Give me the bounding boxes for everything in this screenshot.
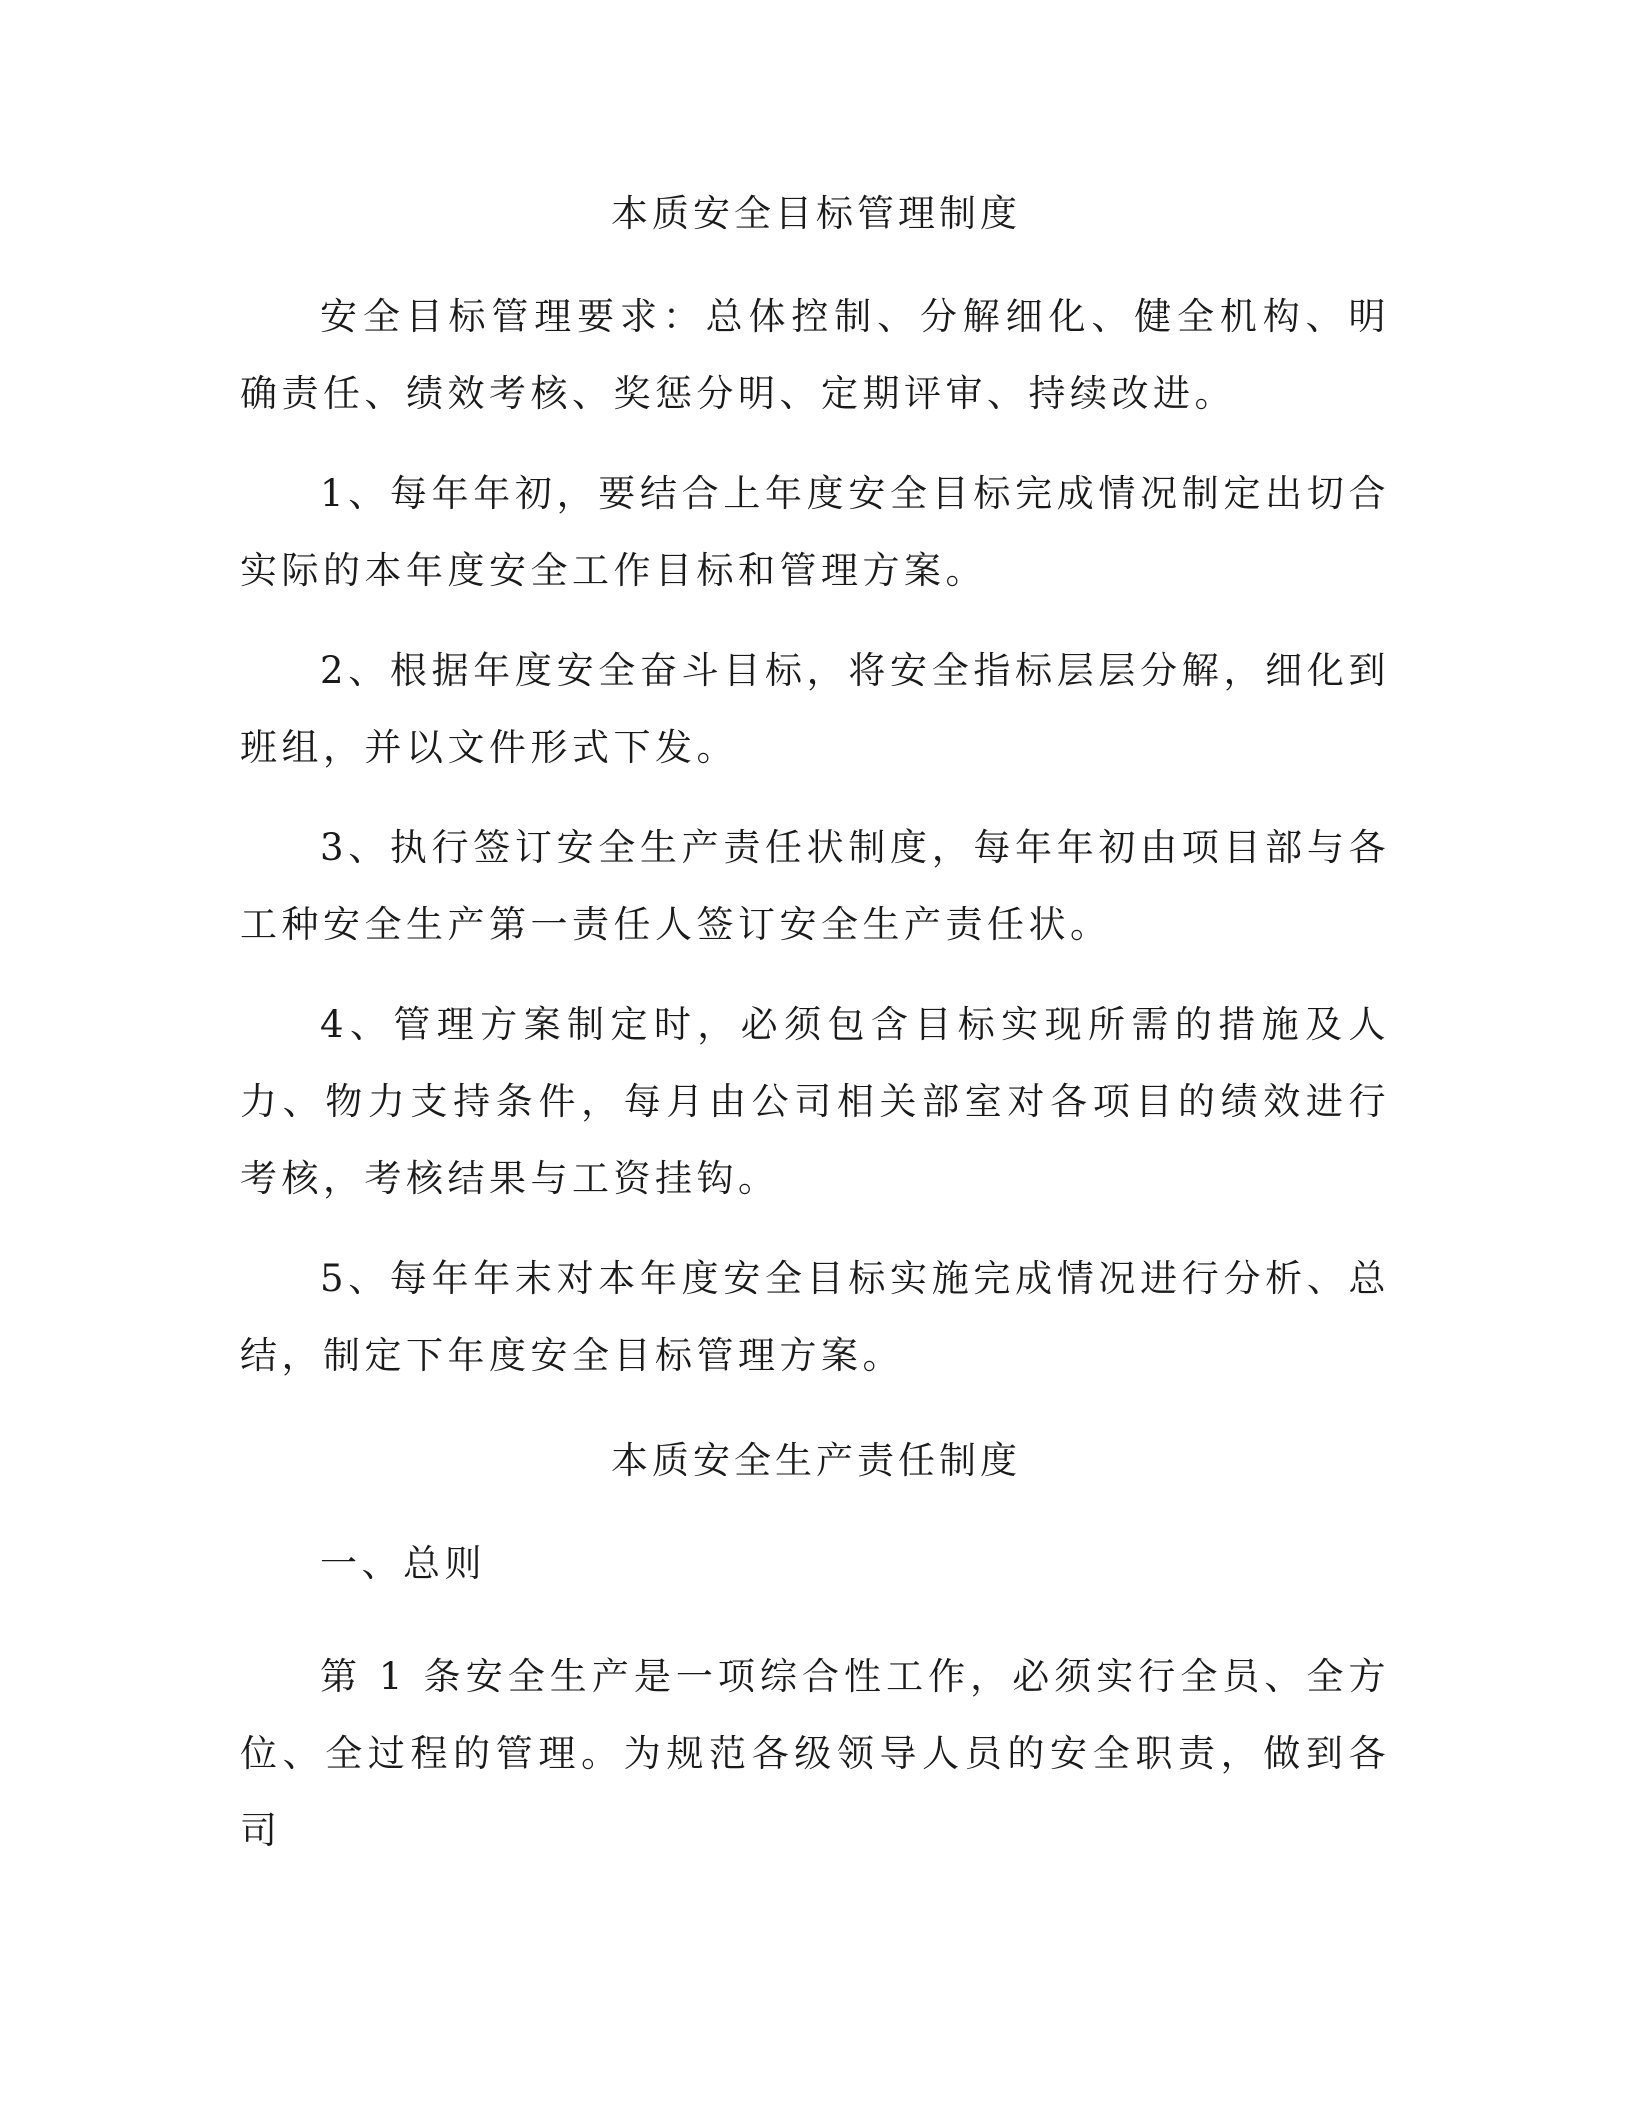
item-paragraph-3: 3、执行签订安全生产责任状制度，每年年初由项目部与各工种安全生产第一责任人签订安全生产责任状。 [240,826,1390,946]
section-title: 本质安全生产责任制度 [611,1439,1021,1482]
article-1-paragraph: 第 1 条安全生产是一项综合性工作，必须实行全员、全方位、全过程的管理。为规范各级领导人员的安全职责，做到各司 [240,1655,1390,1852]
item-paragraph-1: 1、每年年初，要结合上年度安全目标完成情况制定出切合实际的本年度安全工作目标和管理方案。 [240,472,1390,592]
item-paragraph-4: 4、管理方案制定时，必须包含目标实现所需的措施及人力、物力支持条件，每月由公司相关部室对各项目的绩效进行考核，考核结果与工资挂钩。 [240,1003,1390,1200]
item-paragraph-5: 5、每年年末对本年度安全目标实施完成情况进行分析、总结，制定下年度安全目标管理方案。 [240,1257,1390,1377]
document-title: 本质安全目标管理制度 [611,192,1021,235]
general-provisions-heading: 一、总则 [320,1542,486,1585]
intro-paragraph: 安全目标管理要求：总体控制、分解细化、健全机构、明确责任、绩效考核、奖惩分明、定期评审、持续改进。 [240,295,1390,415]
item-paragraph-2: 2、根据年度安全奋斗目标，将安全指标层层分解，细化到班组，并以文件形式下发。 [240,649,1390,769]
